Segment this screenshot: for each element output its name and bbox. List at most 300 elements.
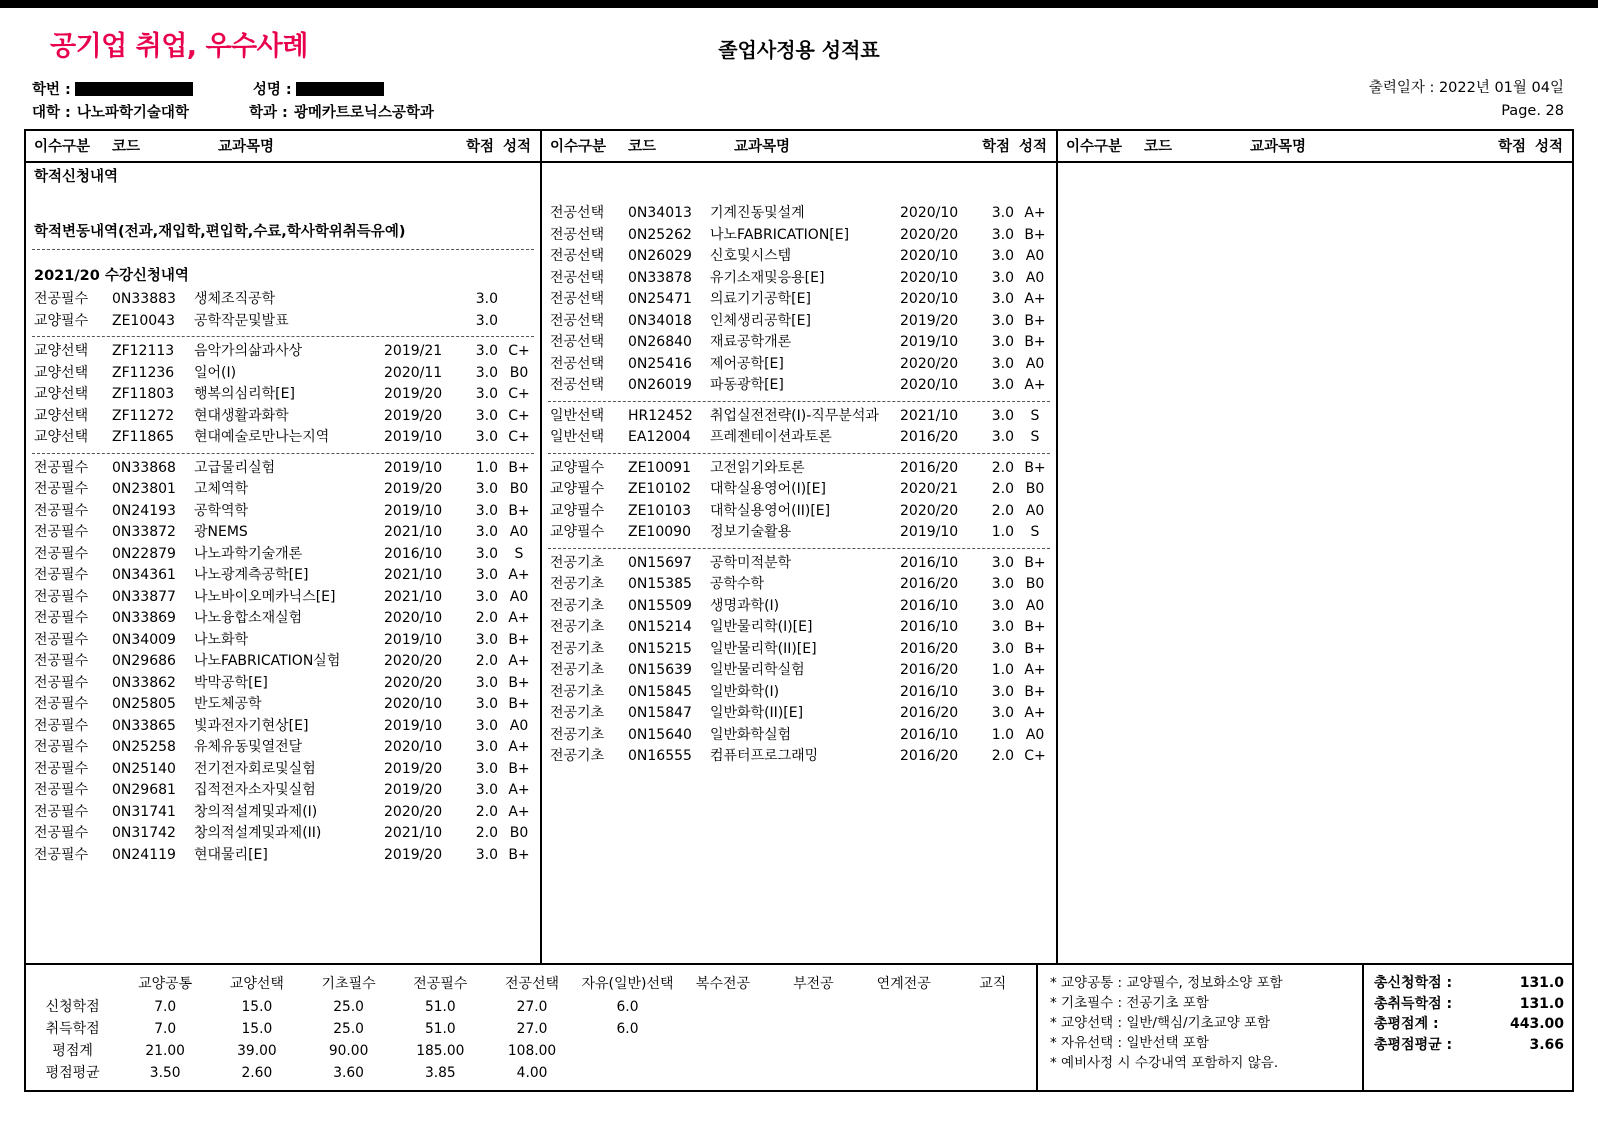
summary-header-row [26, 971, 1036, 996]
course-credit: 3.0 [475, 343, 498, 359]
course-grade: A+ [508, 782, 530, 798]
course-name: 일반화학실험 [710, 726, 792, 743]
course-row [542, 225, 1056, 247]
course-row [26, 544, 540, 566]
course-grade: B+ [508, 846, 530, 863]
course-grade: B0 [509, 825, 529, 841]
course-row [26, 501, 540, 523]
course-grade: B+ [1024, 334, 1046, 350]
summary-cell: 39.00 [237, 1043, 277, 1059]
course-code: ZF11865 [112, 429, 175, 445]
course-grade: A0 [1025, 502, 1045, 519]
course-code: 0N31742 [112, 825, 176, 841]
course-name: 신호및시스템 [710, 248, 792, 264]
course-type: 전공선택 [550, 205, 605, 221]
course-name: 나노FABRICATION실험 [194, 653, 341, 669]
student-header [32, 77, 1572, 125]
summary-row [26, 1018, 1036, 1040]
course-row [542, 427, 1056, 449]
course-term: 2020/10 [900, 248, 959, 264]
summary-cell: 7.0 [154, 999, 177, 1015]
course-term: 2020/10 [900, 269, 959, 286]
course-code: 0N15845 [628, 683, 692, 700]
course-term: 2019/20 [900, 312, 959, 329]
course-grade: C+ [508, 343, 530, 359]
summary-cell [858, 1018, 950, 1040]
course-type: 전공선택 [550, 226, 605, 243]
course-grade: A0 [1025, 597, 1045, 614]
course-name: 공학작문및발표 [194, 312, 289, 329]
course-name: 나노과학기술개론 [194, 545, 303, 562]
course-grade: B0 [509, 364, 529, 381]
divider [548, 548, 1050, 549]
course-row [26, 289, 540, 311]
course-credit: 3.0 [991, 248, 1014, 264]
course-grade: A0 [509, 588, 529, 605]
course-row [26, 630, 540, 652]
header-credit: 학점 [981, 139, 1010, 155]
course-name: 박막공학[E] [194, 674, 268, 691]
course-name: 일반화학(II)[E] [710, 705, 804, 721]
college-value: 나노파학기술대학 [76, 105, 189, 121]
total-label: 총신청학점 : [1374, 975, 1453, 991]
course-name: 정보기술활용 [710, 524, 792, 540]
course-group [26, 341, 540, 449]
course-name: 공학역학 [194, 502, 249, 519]
course-credit: 2.0 [475, 825, 498, 841]
summary-cell: 21.00 [145, 1043, 185, 1059]
course-row [542, 746, 1056, 768]
course-code: 0N25471 [628, 291, 692, 307]
course-credit: 2.0 [475, 653, 498, 669]
course-name: 반도체공학 [194, 696, 262, 712]
course-row [26, 780, 540, 802]
total-value: 131.0 [1519, 995, 1564, 1012]
course-grade: A+ [1024, 205, 1046, 221]
course-credit: 3.0 [475, 407, 498, 424]
summary-cell: 4.00 [516, 1065, 548, 1081]
course-term: 2020/20 [900, 226, 959, 243]
course-grade: S [1030, 524, 1040, 540]
course-term: 2019/10 [384, 502, 443, 519]
course-row [26, 802, 540, 824]
summary-column-header: 기초필수 [321, 976, 376, 992]
course-type: 교양선택 [34, 386, 89, 402]
course-row [26, 363, 540, 385]
course-row [26, 311, 540, 333]
course-row [26, 759, 540, 781]
column-header-group-1 [26, 131, 540, 161]
course-type: 전공필수 [34, 760, 89, 777]
course-credit: 3.0 [475, 846, 498, 863]
summary-cell [950, 1062, 1036, 1084]
course-row [542, 289, 1056, 311]
course-type: 전공필수 [34, 481, 89, 497]
summary-cell: 27.0 [516, 999, 548, 1015]
course-row [26, 651, 540, 673]
course-credit: 3.0 [475, 674, 498, 691]
course-code: ZE10091 [628, 459, 691, 476]
course-term: 2020/20 [384, 653, 443, 669]
summary-cell: 2.60 [241, 1065, 273, 1081]
course-credit: 3.0 [991, 291, 1014, 307]
course-grade: A+ [1024, 662, 1046, 678]
total-row [1374, 1014, 1564, 1035]
course-code: 0N15385 [628, 576, 692, 592]
course-row [26, 716, 540, 738]
course-code: 0N15697 [628, 554, 692, 571]
course-credit: 1.0 [475, 459, 498, 476]
course-code: 0N24193 [112, 502, 176, 519]
course-code: ZF11236 [112, 364, 175, 381]
course-code: EA12004 [628, 429, 691, 445]
course-credit: 3.0 [475, 631, 498, 648]
course-code: 0N31741 [112, 803, 176, 820]
course-code: 0N33872 [112, 524, 176, 540]
course-row [542, 574, 1056, 596]
summary-cell: 6.0 [616, 1021, 639, 1037]
course-name: 현대생활과화학 [194, 407, 289, 424]
course-code: 0N33877 [112, 588, 176, 605]
course-name: 취업실전전략(I)-직무분석과 [710, 407, 879, 424]
course-term: 2019/20 [384, 760, 443, 777]
course-grade: C+ [508, 429, 530, 445]
course-type: 전공선택 [550, 312, 605, 329]
course-row [542, 268, 1056, 290]
note-item: * 교양선택 : 일반/핵심/기초교양 포함 [1050, 1015, 1271, 1031]
course-credit: 2.0 [475, 610, 498, 626]
course-type: 전공필수 [34, 545, 89, 562]
course-term: 2020/10 [384, 739, 443, 755]
course-credit: 3.0 [991, 683, 1014, 700]
course-row [542, 311, 1056, 333]
course-name: 일반물리학실험 [710, 662, 805, 678]
course-row [26, 522, 540, 544]
course-type: 전공필수 [34, 524, 89, 540]
course-row [542, 406, 1056, 428]
note-item: * 기초필수 : 전공기초 포함 [1050, 995, 1209, 1011]
course-code: 0N33868 [112, 459, 176, 476]
course-grade: A+ [1024, 377, 1046, 393]
course-credit: 2.0 [991, 502, 1014, 519]
column-header-group-2 [540, 131, 1056, 161]
course-grade: B+ [1024, 640, 1046, 657]
summary-cell: 90.00 [328, 1043, 369, 1059]
course-credit: 3.0 [991, 312, 1014, 329]
course-code: HR12452 [628, 407, 693, 424]
course-type: 전공필수 [34, 696, 89, 712]
course-name: 유기소재및응용[E] [710, 269, 825, 286]
course-row [542, 354, 1056, 376]
summary-cell [769, 996, 858, 1018]
total-label: 총취득학점 : [1374, 995, 1453, 1012]
student-no-redaction [75, 82, 193, 96]
course-name: 음악가의삶과사상 [194, 343, 303, 359]
course-code: 0N33883 [112, 291, 176, 307]
course-term: 2019/10 [900, 524, 959, 540]
course-row [542, 375, 1056, 397]
course-grade: A0 [1025, 248, 1045, 264]
divider [32, 453, 534, 454]
course-name: 공학미적분학 [710, 554, 792, 571]
summary-cell [950, 1018, 1036, 1040]
course-term: 2016/20 [900, 429, 959, 445]
course-code: 0N29686 [112, 653, 176, 669]
table-column-headers [26, 131, 1572, 163]
course-grade: B+ [508, 631, 530, 648]
department-value: 광메카트로닉스공학과 [293, 105, 434, 121]
summary-cell [858, 996, 950, 1018]
course-grade: S [514, 545, 524, 562]
course-grade: A+ [508, 739, 530, 755]
summary-cell [858, 1040, 950, 1062]
course-row [26, 565, 540, 587]
document-title: 졸업사정용 성적표 [718, 38, 880, 62]
course-code: 0N34013 [628, 205, 692, 221]
course-grade: B0 [509, 481, 529, 497]
course-name: 창의적설계및과제(II) [194, 825, 322, 841]
summary-cell: 108.00 [507, 1043, 557, 1059]
course-row [26, 479, 540, 501]
course-name: 나노FABRICATION[E] [710, 226, 850, 243]
course-credit: 1.0 [991, 662, 1014, 678]
course-credit: 3.0 [475, 567, 498, 583]
header-code: 코드 [112, 139, 141, 155]
course-term: 2019/10 [384, 631, 443, 648]
header-grade: 성적 [1018, 139, 1047, 155]
summary-cell [677, 1040, 769, 1062]
course-type: 교양선택 [34, 407, 89, 424]
summary-totals [1362, 965, 1572, 1090]
course-name: 나노화학 [194, 631, 249, 648]
course-term: 2016/20 [900, 662, 959, 678]
course-type: 전공기초 [550, 662, 605, 678]
summary-row [26, 1040, 1036, 1062]
course-grade: A+ [508, 803, 530, 820]
course-credit: 3.0 [475, 502, 498, 519]
course-type: 전공필수 [34, 782, 89, 798]
course-credit: 3.0 [991, 576, 1014, 592]
course-name: 제어공학[E] [710, 355, 784, 372]
course-type: 전공필수 [34, 846, 89, 863]
course-grade: A+ [1024, 291, 1046, 307]
course-name: 일반화학(I) [710, 683, 780, 700]
course-row [542, 203, 1056, 225]
course-code: 0N15509 [628, 597, 692, 614]
course-term: 2020/20 [384, 803, 443, 820]
course-name: 현대물리[E] [194, 846, 268, 863]
summary-cell [769, 1040, 858, 1062]
course-type: 교양선택 [34, 343, 89, 359]
course-row [542, 553, 1056, 575]
course-grade: B+ [508, 674, 530, 691]
course-credit: 3.0 [991, 205, 1014, 221]
summary-column-header: 복수전공 [695, 976, 751, 992]
course-grade: B+ [1024, 554, 1046, 571]
summary-cell [769, 1062, 858, 1084]
course-grade: C+ [508, 386, 530, 402]
course-row [542, 458, 1056, 480]
course-credit: 3.0 [991, 619, 1014, 635]
summary-column-header: 교양선택 [229, 976, 284, 992]
course-name: 생명과학(I) [710, 597, 780, 614]
course-term [384, 289, 456, 311]
course-term: 2016/10 [384, 545, 443, 562]
course-code: 0N33865 [112, 717, 176, 734]
course-credit: 3.0 [475, 291, 498, 307]
course-credit: 3.0 [475, 545, 498, 562]
course-name: 현대예술로만나는지역 [194, 429, 330, 445]
total-label: 총평점계 : [1374, 1016, 1439, 1032]
course-code: 0N25262 [628, 226, 692, 243]
course-grade: B+ [1024, 619, 1046, 635]
course-term: 2020/20 [900, 502, 959, 519]
top-black-bar [0, 0, 1598, 8]
course-grade: A0 [509, 717, 529, 734]
summary-cell: 3.85 [424, 1065, 456, 1081]
course-grade: B+ [1024, 683, 1046, 700]
course-code: 0N33878 [628, 269, 692, 286]
course-code: 0N26019 [628, 377, 692, 393]
course-grade: S [1030, 407, 1040, 424]
course-name: 의료기기공학[E] [710, 291, 811, 307]
course-credit: 3.0 [475, 588, 498, 605]
course-credit: 3.0 [991, 269, 1014, 286]
course-credit: 3.0 [475, 481, 498, 497]
course-name: 기계진동및설계 [710, 205, 805, 221]
course-code: ZE10102 [628, 481, 691, 497]
course-credit: 3.0 [991, 334, 1014, 350]
summary-cell [950, 1040, 1036, 1062]
course-type: 전공필수 [34, 502, 89, 519]
course-term [384, 311, 456, 333]
course-type: 전공기초 [550, 597, 605, 614]
course-type: 전공필수 [34, 717, 89, 734]
course-type: 전공필수 [34, 567, 89, 583]
course-type: 전공필수 [34, 674, 89, 691]
course-type: 전공기초 [550, 576, 605, 592]
course-term: 2021/10 [900, 407, 959, 424]
course-term: 2021/10 [384, 524, 443, 540]
course-group [26, 289, 540, 332]
course-row [26, 427, 540, 449]
divider [32, 249, 534, 250]
course-name: 빛과전자기현상[E] [194, 717, 309, 734]
course-term: 2019/10 [384, 459, 443, 476]
course-term: 2020/10 [900, 291, 959, 307]
course-code: 0N15215 [628, 640, 692, 657]
transcript-table [24, 129, 1574, 1092]
summary-corner [26, 971, 119, 996]
course-credit: 3.0 [991, 226, 1014, 243]
course-row [542, 332, 1056, 354]
course-credit: 3.0 [991, 640, 1014, 657]
header-type: 이수구분 [1066, 139, 1123, 155]
total-value: 131.0 [1519, 975, 1564, 991]
course-row [26, 341, 540, 363]
course-code: ZF11803 [112, 386, 175, 402]
course-term: 2020/11 [384, 364, 443, 381]
divider [548, 401, 1050, 402]
total-row [1374, 973, 1564, 994]
course-term: 2019/10 [384, 717, 443, 734]
course-code: 0N26840 [628, 334, 692, 350]
summary-cell [677, 1062, 769, 1084]
course-code: 0N26029 [628, 248, 692, 264]
course-name: 프레젠테이션과토론 [710, 429, 832, 445]
course-term: 2021/10 [384, 825, 443, 841]
course-term: 2016/20 [900, 576, 959, 592]
course-type: 전공기초 [550, 726, 605, 743]
course-type: 전공선택 [550, 248, 605, 264]
course-type: 전공필수 [34, 739, 89, 755]
course-term: 2019/10 [900, 334, 959, 350]
course-term: 2016/20 [900, 459, 959, 476]
course-credit: 3.0 [991, 705, 1014, 721]
course-row [542, 703, 1056, 725]
summary-cell [677, 996, 769, 1018]
transcript-page [0, 8, 1598, 1122]
summary-credits-table [26, 965, 1036, 1090]
course-row [542, 246, 1056, 268]
course-credit: 3.0 [475, 696, 498, 712]
course-name: 일어(I) [194, 364, 237, 381]
course-name: 인체생리공학[E] [710, 312, 811, 329]
course-code: ZF11272 [112, 407, 175, 424]
summary-cell: 185.00 [416, 1043, 465, 1059]
course-grade: B+ [508, 760, 530, 777]
course-credit: 1.0 [991, 524, 1014, 540]
note-item: * 자유선택 : 일반선택 포함 [1050, 1035, 1209, 1051]
course-credit: 3.0 [475, 760, 498, 777]
total-row [1374, 994, 1564, 1015]
student-name-label: 성명 : [252, 82, 292, 98]
header-credit: 학점 [1497, 139, 1526, 155]
course-grade [498, 311, 540, 333]
course-group [542, 406, 1056, 449]
summary-cell [858, 1062, 950, 1084]
course-grade: A+ [508, 567, 530, 583]
course-term: 2019/20 [384, 782, 443, 798]
course-grade: B+ [508, 502, 530, 519]
course-row [542, 660, 1056, 682]
course-type: 전공필수 [34, 291, 89, 307]
course-type: 전공선택 [550, 334, 605, 350]
course-grade: A0 [1025, 269, 1045, 286]
course-type: 전공필수 [34, 610, 89, 626]
course-code: 0N15214 [628, 619, 692, 635]
summary-section [26, 963, 1572, 1090]
course-term: 2016/10 [900, 554, 959, 571]
course-type: 전공기초 [550, 554, 605, 571]
course-row [542, 725, 1056, 747]
course-row [542, 617, 1056, 639]
course-term: 2016/20 [900, 640, 959, 657]
course-name: 대학실용영어(II)[E] [710, 502, 831, 519]
course-group [26, 458, 540, 867]
course-name: 행복의심리학[E] [194, 386, 295, 402]
course-type: 전공필수 [34, 803, 89, 820]
summary-cell: 25.0 [333, 1021, 364, 1037]
course-credit: 3.0 [991, 377, 1014, 393]
course-row [26, 737, 540, 759]
course-row [542, 501, 1056, 523]
student-name-redaction [296, 82, 384, 96]
course-row [26, 694, 540, 716]
course-name: 나노융합소재실험 [194, 610, 303, 626]
header-code: 코드 [628, 139, 657, 155]
course-type: 교양필수 [550, 502, 605, 519]
